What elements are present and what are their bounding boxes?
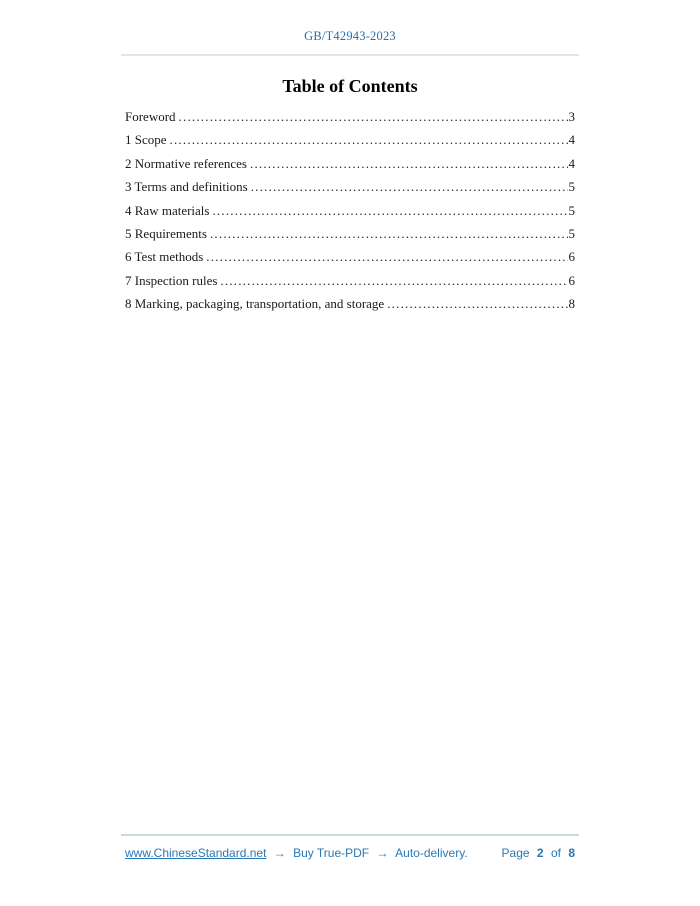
toc-page-number: 6	[568, 272, 575, 288]
page-current: 2	[536, 846, 544, 860]
toc-entry-label: 1 Scope	[125, 132, 167, 148]
toc-dot-leader	[212, 199, 567, 222]
arrow-right-icon: →	[376, 846, 389, 860]
toc-row-inspection-rules	[125, 269, 575, 292]
toc-dot-leader	[170, 128, 568, 151]
toc-dot-leader	[387, 292, 567, 315]
toc-page-number: 5	[568, 202, 575, 218]
doc-number: GB/T42943-2023	[304, 29, 396, 43]
toc-page-number: 8	[568, 296, 575, 312]
page-indicator	[502, 845, 575, 861]
toc-entry-label: 3 Terms and definitions	[125, 179, 248, 195]
page-footer	[125, 845, 575, 861]
of-label: of	[550, 846, 561, 860]
toc-page-number: 5	[568, 179, 575, 195]
toc-list	[125, 105, 575, 316]
toc-page-number: 4	[568, 155, 575, 171]
toc-dot-leader	[220, 269, 567, 292]
toc-page-number: 6	[568, 249, 575, 265]
toc-page-number: 3	[568, 109, 575, 124]
toc-entry-label: 2 Normative references	[125, 155, 247, 171]
footer-divider	[121, 834, 579, 836]
toc-page-number: 5	[568, 225, 575, 241]
toc-row-marking-packaging	[125, 292, 575, 315]
footer-action-delivery: Auto-delivery.	[395, 846, 468, 860]
toc-row-test-methods	[125, 245, 575, 268]
page-total: 8	[568, 846, 575, 860]
toc-entry-label: 8 Marking, packaging, transportation, and storage	[125, 296, 385, 312]
toc-row-scope	[125, 128, 575, 151]
toc-row-requirements	[125, 222, 575, 245]
toc-row-terms-definitions	[125, 175, 575, 198]
toc-row-raw-materials	[125, 199, 575, 222]
header-divider	[121, 54, 579, 56]
arrow-right-icon: →	[273, 846, 286, 860]
toc-dot-leader	[179, 105, 568, 128]
toc-entry-label: 5 Requirements	[125, 225, 207, 241]
footer-promo	[125, 845, 468, 861]
toc-page-number: 4	[568, 132, 575, 148]
toc-entry-label: 7 Inspection rules	[125, 272, 218, 288]
toc-entry-label: 6 Test methods	[125, 249, 204, 265]
toc-dot-leader	[251, 175, 568, 198]
toc-dot-leader	[250, 152, 568, 175]
toc-dot-leader	[210, 222, 568, 245]
toc-row-foreword	[125, 105, 575, 128]
page-label: Page	[501, 846, 530, 860]
toc-entry-label: 4 Raw materials	[125, 202, 210, 218]
footer-action-buy: Buy True-PDF	[293, 846, 370, 860]
page-title: Table of Contents	[282, 76, 418, 96]
toc-dot-leader	[206, 245, 567, 268]
toc-row-normative-references	[125, 152, 575, 175]
toc-entry-label: Foreword	[125, 109, 176, 124]
footer-site-link[interactable]: www.ChineseStandard.net	[125, 846, 267, 860]
